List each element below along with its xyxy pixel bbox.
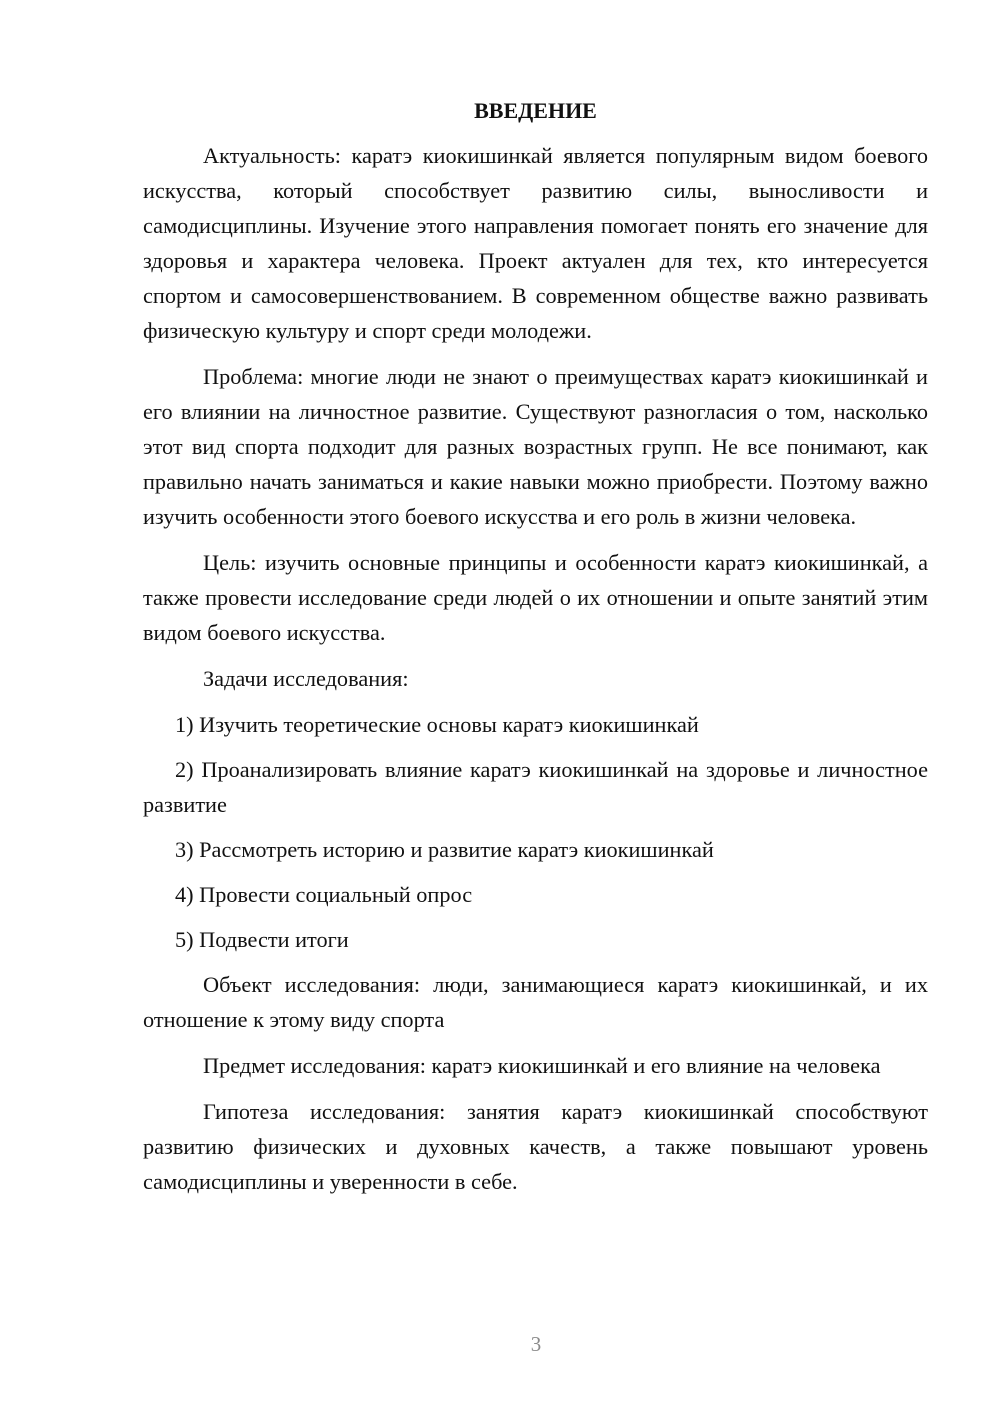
tasks-heading: Задачи исследования: [203,666,409,691]
page-number: 3 [530,1332,542,1356]
task-item-3: 3) Рассмотреть историю и развитие каратэ киокишинкай [175,837,714,862]
task-item-1: 1) Изучить теоретические основы каратэ киокишинкай [175,712,699,737]
page-content [143,94,928,1210]
page-title: ВВЕДЕНИЕ [474,98,597,123]
problem-paragraph: Проблема: многие люди не знают о преимуществах каратэ киокишинкай и его влиянии на личностное развитие. Существуют разногласия о том, насколько этот вид спорта подходит для разных возрастных групп. Не все понимают, как правильно начать заниматься и какие навыки можно приобрести. Поэтому важно изучить особенности этого боевого искусства и его роль в жизни человека. [143,364,928,529]
goal-paragraph: Цель: изучить основные принципы и особенности каратэ киокишинкай, а также провести исследование среди людей о их отношении и опыте занятий этим видом боевого искусства. [143,550,928,645]
hypothesis-paragraph: Гипотеза исследования: занятия каратэ киокишинкай способствуют развитию физических и духовных качеств, а также повышают уровень самодисциплины и уверенности в себе. [143,1099,928,1194]
relevance-paragraph: Актуальность: каратэ киокишинкай является популярным видом боевого искусства, который способствует развитию силы, выносливости и самодисциплины. Изучение этого направления помогает понять его значение для здоровья и характера человека. Проект актуален для тех, кто интересуется спортом и самосовершенствованием. В современном обществе важно развивать физическую культуру и спорт среди молодежи. [143,143,928,343]
object-paragraph: Объект исследования: люди, занимающиеся каратэ киокишинкай, и их отношение к этому виду спорта [143,972,928,1032]
task-item-2: 2) Проанализировать влияние каратэ киокишинкай на здоровье и личностное развитие [143,757,928,817]
task-item-4: 4) Провести социальный опрос [175,882,473,907]
task-item-5: 5) Подвести итоги [175,927,349,952]
subject-paragraph: Предмет исследования: каратэ киокишинкай и его влияние на человека [203,1053,881,1078]
